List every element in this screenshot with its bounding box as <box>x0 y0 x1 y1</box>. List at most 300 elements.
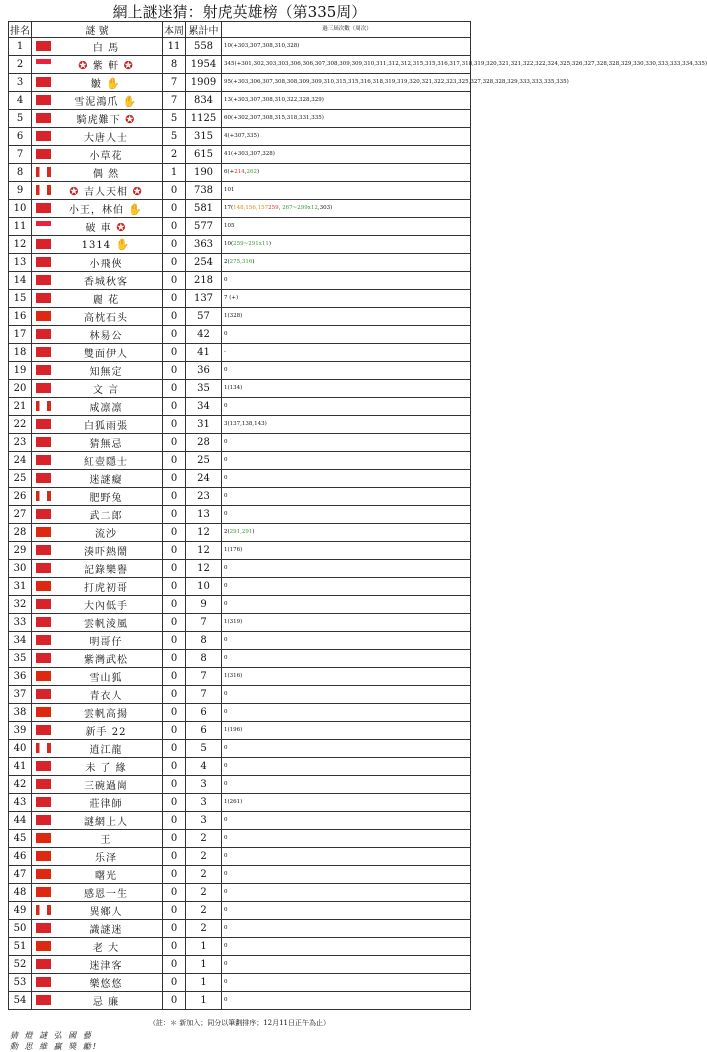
total-cell: 218 <box>186 272 222 290</box>
name-cell <box>32 650 163 668</box>
rank-cell: 41 <box>9 758 32 776</box>
player-name <box>32 795 162 810</box>
flag-hk-icon <box>36 383 51 393</box>
player-name-text: 騎虎難下 <box>76 115 121 126</box>
total-cell: 23 <box>186 488 222 506</box>
player-name-text: 吉人天相 <box>84 187 128 198</box>
rank-cell: 52 <box>9 956 32 974</box>
rank-cell: 54 <box>9 992 32 1010</box>
name-cell <box>32 866 163 884</box>
table-row <box>9 470 471 488</box>
player-name-text: 紫灣武松 <box>84 655 128 666</box>
records-text: 0 <box>224 637 228 643</box>
records-text: 0 <box>224 439 228 445</box>
rank-cell: 22 <box>9 416 32 434</box>
header-name: 謎 號 <box>32 22 163 38</box>
name-cell <box>32 56 163 74</box>
player-name-text: 未 了 緣 <box>85 763 127 774</box>
total-cell: 12 <box>186 542 222 560</box>
records-cell <box>222 542 471 560</box>
records-text: 0 <box>224 565 228 571</box>
records-text: 0 <box>224 601 228 607</box>
flag-ca-icon <box>36 167 51 177</box>
table-row <box>9 200 471 218</box>
records-cell <box>222 974 471 992</box>
player-name <box>32 345 162 360</box>
flag-cn-icon <box>36 311 51 321</box>
player-name-text: 雲帆高揚 <box>84 709 128 720</box>
flag-cn-icon <box>36 581 51 591</box>
player-name-text: 小草花 <box>89 151 123 162</box>
rank-cell: 9 <box>9 182 32 200</box>
table-row <box>9 164 471 182</box>
records-cell <box>222 200 471 218</box>
week-cell: 5 <box>163 110 186 128</box>
records-part: 291,291 <box>229 529 253 535</box>
player-name-text: 青衣人 <box>89 691 123 702</box>
records-text: 4(+307,335) <box>224 133 260 139</box>
week-cell: 0 <box>163 866 186 884</box>
records-part: , <box>244 169 247 175</box>
player-name-text: 紫 軒 <box>92 61 120 72</box>
records-text: 0 <box>224 979 228 985</box>
table-row <box>9 866 471 884</box>
name-cell <box>32 758 163 776</box>
total-cell: 57 <box>186 308 222 326</box>
player-name <box>32 327 162 342</box>
table-row <box>9 794 471 812</box>
total-cell: 315 <box>186 128 222 146</box>
flag-hk-icon <box>36 563 51 573</box>
name-cell <box>32 578 163 596</box>
total-cell: 25 <box>186 452 222 470</box>
table-row <box>9 398 471 416</box>
player-name-text: 莊律師 <box>89 799 123 810</box>
week-cell: 0 <box>163 992 186 1010</box>
week-cell: 0 <box>163 578 186 596</box>
records-text: 1(319) <box>224 619 243 625</box>
star-icon: ✪ <box>111 221 127 234</box>
table-row <box>9 722 471 740</box>
week-cell: 0 <box>163 380 186 398</box>
table-row <box>9 272 471 290</box>
player-name <box>32 111 162 126</box>
rank-cell: 39 <box>9 722 32 740</box>
player-name-text: 小王，林伯 <box>68 205 124 216</box>
player-name <box>32 849 162 864</box>
name-cell <box>32 416 163 434</box>
total-cell: 834 <box>186 92 222 110</box>
player-name-text: 新手 22 <box>85 727 127 738</box>
rank-cell: 47 <box>9 866 32 884</box>
flag-sg-icon <box>36 221 51 231</box>
header-records: 過三屆次數（周次） <box>222 22 471 38</box>
total-cell: 3 <box>186 776 222 794</box>
records-part: 148,156,157 <box>233 205 269 211</box>
records-cell <box>222 812 471 830</box>
rank-cell: 38 <box>9 704 32 722</box>
total-cell: 1 <box>186 992 222 1010</box>
week-cell: 0 <box>163 470 186 488</box>
table-row <box>9 920 471 938</box>
total-cell: 2 <box>186 848 222 866</box>
player-name <box>32 435 162 450</box>
flag-ca-icon <box>36 905 51 915</box>
records-text: - <box>224 349 226 355</box>
table-row <box>9 938 471 956</box>
week-cell: 0 <box>163 326 186 344</box>
flag-hk-icon <box>36 815 51 825</box>
flag-hk-icon <box>36 959 51 969</box>
records-text: 0 <box>224 763 228 769</box>
rank-cell: 15 <box>9 290 32 308</box>
table-row <box>9 128 471 146</box>
flag-hk-icon <box>36 419 51 429</box>
name-cell <box>32 776 163 794</box>
table-row <box>9 416 471 434</box>
table-row <box>9 326 471 344</box>
player-name <box>32 183 162 198</box>
flag-ca-icon <box>36 743 51 753</box>
table-row <box>9 110 471 128</box>
total-cell: 7 <box>186 686 222 704</box>
name-cell <box>32 470 163 488</box>
week-cell: 0 <box>163 848 186 866</box>
name-cell <box>32 38 163 56</box>
star-icon: ✪ <box>78 59 93 72</box>
records-text: 0 <box>224 871 228 877</box>
total-cell: 1909 <box>186 74 222 92</box>
records-cell <box>222 884 471 902</box>
week-cell: 0 <box>163 308 186 326</box>
week-cell: 0 <box>163 362 186 380</box>
rank-cell: 10 <box>9 200 32 218</box>
flag-hk-icon <box>36 653 51 663</box>
week-cell: 0 <box>163 200 186 218</box>
records-part: 262 <box>246 169 258 175</box>
player-name-text: 大唐人士 <box>84 133 128 144</box>
records-cell <box>222 830 471 848</box>
flag-hk-icon <box>36 617 51 627</box>
records-text: 0 <box>224 691 228 697</box>
name-cell <box>32 308 163 326</box>
name-cell <box>32 290 163 308</box>
total-cell: 8 <box>186 632 222 650</box>
records-text: 0 <box>224 907 228 913</box>
week-cell: 0 <box>163 938 186 956</box>
rank-cell: 4 <box>9 92 32 110</box>
total-cell: 2 <box>186 920 222 938</box>
flag-cn-icon <box>36 851 51 861</box>
flag-cn-icon <box>36 941 51 951</box>
player-name-text: 猜無忌 <box>89 439 123 450</box>
records-cell <box>222 596 471 614</box>
week-cell: 0 <box>163 794 186 812</box>
player-name-text: 麗 花 <box>92 295 120 306</box>
name-cell <box>32 362 163 380</box>
week-cell: 0 <box>163 758 186 776</box>
player-name-text: 文 言 <box>92 385 120 396</box>
flag-hk-icon <box>36 473 51 483</box>
records-part: ,303) <box>317 205 333 211</box>
records-cell <box>222 128 471 146</box>
flag-hk-icon <box>36 293 51 303</box>
rank-cell: 24 <box>9 452 32 470</box>
player-name <box>32 921 162 936</box>
table-row <box>9 290 471 308</box>
records-text: 1(176) <box>224 547 243 553</box>
records-part: 267~299x12 <box>280 205 318 211</box>
table-row <box>9 902 471 920</box>
records-cell <box>222 956 471 974</box>
records-part: 2( <box>224 529 230 535</box>
total-cell: 2 <box>186 902 222 920</box>
records-cell <box>222 218 471 236</box>
records-part: 10( <box>224 241 234 247</box>
records-text: 0 <box>224 457 228 463</box>
rank-cell: 43 <box>9 794 32 812</box>
table-row <box>9 758 471 776</box>
player-name <box>32 579 162 594</box>
player-name-text: 曙光 <box>95 871 117 882</box>
week-cell: 0 <box>163 740 186 758</box>
records-text: 0 <box>224 853 228 859</box>
hand-icon: ✋ <box>123 203 144 216</box>
week-cell: 0 <box>163 596 186 614</box>
records-text: 1(196) <box>224 727 243 733</box>
rank-cell: 5 <box>9 110 32 128</box>
records-text: 0 <box>224 961 228 967</box>
flag-hk-icon <box>36 923 51 933</box>
ranking-table <box>8 21 707 1010</box>
rank-cell: 32 <box>9 596 32 614</box>
flag-ca-icon <box>36 491 51 501</box>
week-cell: 0 <box>163 884 186 902</box>
table-row <box>9 524 471 542</box>
table-row <box>9 848 471 866</box>
player-name-text: 雪山狐 <box>89 673 123 684</box>
flag-ca-icon <box>36 185 51 195</box>
records-text: 0 <box>224 367 228 373</box>
slogan <box>10 1030 479 1052</box>
table-row <box>9 92 471 110</box>
records-text: 1(316) <box>224 673 243 679</box>
total-cell: 13 <box>186 506 222 524</box>
player-name-text: 白狐雨張 <box>84 421 128 432</box>
name-cell <box>32 128 163 146</box>
player-name <box>32 39 162 54</box>
records-cell <box>222 452 471 470</box>
name-cell <box>32 146 163 164</box>
player-name-text: 樂悠悠 <box>89 979 123 990</box>
table-row <box>9 578 471 596</box>
records-text: 0 <box>224 511 228 517</box>
player-name <box>32 57 162 72</box>
player-name-text: 紅壺隱士 <box>84 457 128 468</box>
flag-hk-icon <box>36 365 51 375</box>
week-cell: 0 <box>163 506 186 524</box>
table-row <box>9 74 471 92</box>
table-row <box>9 506 471 524</box>
flag-hk-icon <box>36 455 51 465</box>
table-row <box>9 812 471 830</box>
player-name-text: 記錄樂譽 <box>84 565 128 576</box>
hand-icon: ✋ <box>111 238 131 251</box>
player-name-text: 明哥仔 <box>89 637 123 648</box>
total-cell: 190 <box>186 164 222 182</box>
records-text: 0 <box>224 997 228 1003</box>
records-cell <box>222 650 471 668</box>
player-name <box>32 561 162 576</box>
player-name-text: 迷謎癡 <box>89 475 123 486</box>
total-cell: 5 <box>186 740 222 758</box>
records-text: 3(137,138,143) <box>224 421 267 427</box>
week-cell: 0 <box>163 398 186 416</box>
header-week: 本周 <box>163 22 186 38</box>
name-cell <box>32 704 163 722</box>
table-row <box>9 488 471 506</box>
player-name <box>32 813 162 828</box>
flag-hk-icon <box>36 95 51 105</box>
name-cell <box>32 236 163 254</box>
name-cell <box>32 956 163 974</box>
flag-sg-icon <box>36 59 51 69</box>
records-cell <box>222 182 471 200</box>
rank-cell: 30 <box>9 560 32 578</box>
flag-hk-icon <box>36 437 51 447</box>
player-name <box>32 777 162 792</box>
records-part: ) <box>252 529 255 535</box>
week-cell: 0 <box>163 686 186 704</box>
rank-cell: 31 <box>9 578 32 596</box>
player-name-text: 高枕石头 <box>84 313 128 324</box>
player-name <box>32 543 162 558</box>
total-cell: 24 <box>186 470 222 488</box>
flag-hk-icon <box>36 329 51 339</box>
records-cell <box>222 938 471 956</box>
name-cell <box>32 848 163 866</box>
total-cell: 615 <box>186 146 222 164</box>
player-name <box>32 705 162 720</box>
player-name-text: 流沙 <box>95 529 117 540</box>
player-name-text: 破 車 <box>85 223 112 234</box>
table-row <box>9 596 471 614</box>
header-total: 累計中 <box>186 22 222 38</box>
week-cell: 7 <box>163 74 186 92</box>
flag-cn-icon <box>36 833 51 843</box>
rank-cell: 13 <box>9 254 32 272</box>
player-name-text: 三碗過崗 <box>84 781 128 792</box>
records-text: 0 <box>224 745 228 751</box>
player-name-text: 1314 <box>81 240 112 251</box>
player-name <box>32 453 162 468</box>
records-cell <box>222 272 471 290</box>
total-cell: 41 <box>186 344 222 362</box>
records-part: 214 <box>234 169 245 175</box>
records-text: 0 <box>224 925 228 931</box>
records-cell <box>222 920 471 938</box>
player-name-text: 雲帆淩風 <box>84 619 128 630</box>
records-cell <box>222 848 471 866</box>
records-text: 0 <box>224 835 228 841</box>
flag-hk-icon <box>36 257 51 267</box>
player-name <box>32 489 162 504</box>
name-cell <box>32 722 163 740</box>
player-name-text: 武二郎 <box>89 511 123 522</box>
name-cell <box>32 398 163 416</box>
records-part: ) <box>252 259 255 265</box>
name-cell <box>32 488 163 506</box>
player-name <box>32 147 162 162</box>
rank-cell: 14 <box>9 272 32 290</box>
table-row <box>9 632 471 650</box>
player-name-text: 林易公 <box>89 331 123 342</box>
rank-cell: 49 <box>9 902 32 920</box>
table-row <box>9 614 471 632</box>
rank-cell: 36 <box>9 668 32 686</box>
total-cell: 577 <box>186 218 222 236</box>
records-text: 345(+301,302,303,303,306,306,307,308,309,309,310,311,312,312,315,315,316,317,318,319,320,321,321,322,322,324,325,326,327,328,328,329,330,330,333,333,334,335) <box>224 61 707 67</box>
player-name <box>32 201 162 216</box>
player-name <box>32 93 162 108</box>
name-cell <box>32 686 163 704</box>
rank-cell: 3 <box>9 74 32 92</box>
player-name-text: 偶 然 <box>92 169 120 180</box>
rank-cell: 18 <box>9 344 32 362</box>
records-text: 7 (+) <box>224 295 239 301</box>
table-row <box>9 776 471 794</box>
records-cell <box>222 632 471 650</box>
flag-hk-icon <box>36 131 51 141</box>
rank-cell: 44 <box>9 812 32 830</box>
name-cell <box>32 560 163 578</box>
records-part: ) <box>257 169 260 175</box>
week-cell: 2 <box>163 146 186 164</box>
records-part: 275,316 <box>229 259 253 265</box>
records-cell <box>222 578 471 596</box>
table-row <box>9 704 471 722</box>
flag-hk-icon <box>36 995 51 1005</box>
table-row <box>9 686 471 704</box>
total-cell: 581 <box>186 200 222 218</box>
player-name <box>32 885 162 900</box>
flag-hk-icon <box>36 239 51 249</box>
player-name-text: 異鄉人 <box>89 907 123 918</box>
player-name <box>32 687 162 702</box>
records-text: 0 <box>224 331 228 337</box>
player-name-text: 湊吓熱鬧 <box>84 547 128 558</box>
week-cell: 0 <box>163 704 186 722</box>
flag-hk-icon <box>36 725 51 735</box>
name-cell <box>32 254 163 272</box>
records-part: 259 <box>268 205 279 211</box>
name-cell <box>32 524 163 542</box>
table-row <box>9 218 471 236</box>
rank-cell: 7 <box>9 146 32 164</box>
week-cell: 0 <box>163 488 186 506</box>
name-cell <box>32 452 163 470</box>
records-cell <box>222 164 471 182</box>
star-icon: ✪ <box>119 59 134 72</box>
name-cell <box>32 272 163 290</box>
name-cell <box>32 632 163 650</box>
player-name <box>32 975 162 990</box>
table-row <box>9 56 471 74</box>
total-cell: 8 <box>186 650 222 668</box>
records-text: 0 <box>224 817 228 823</box>
player-name-text: 謎網上人 <box>84 817 128 828</box>
total-cell: 2 <box>186 866 222 884</box>
